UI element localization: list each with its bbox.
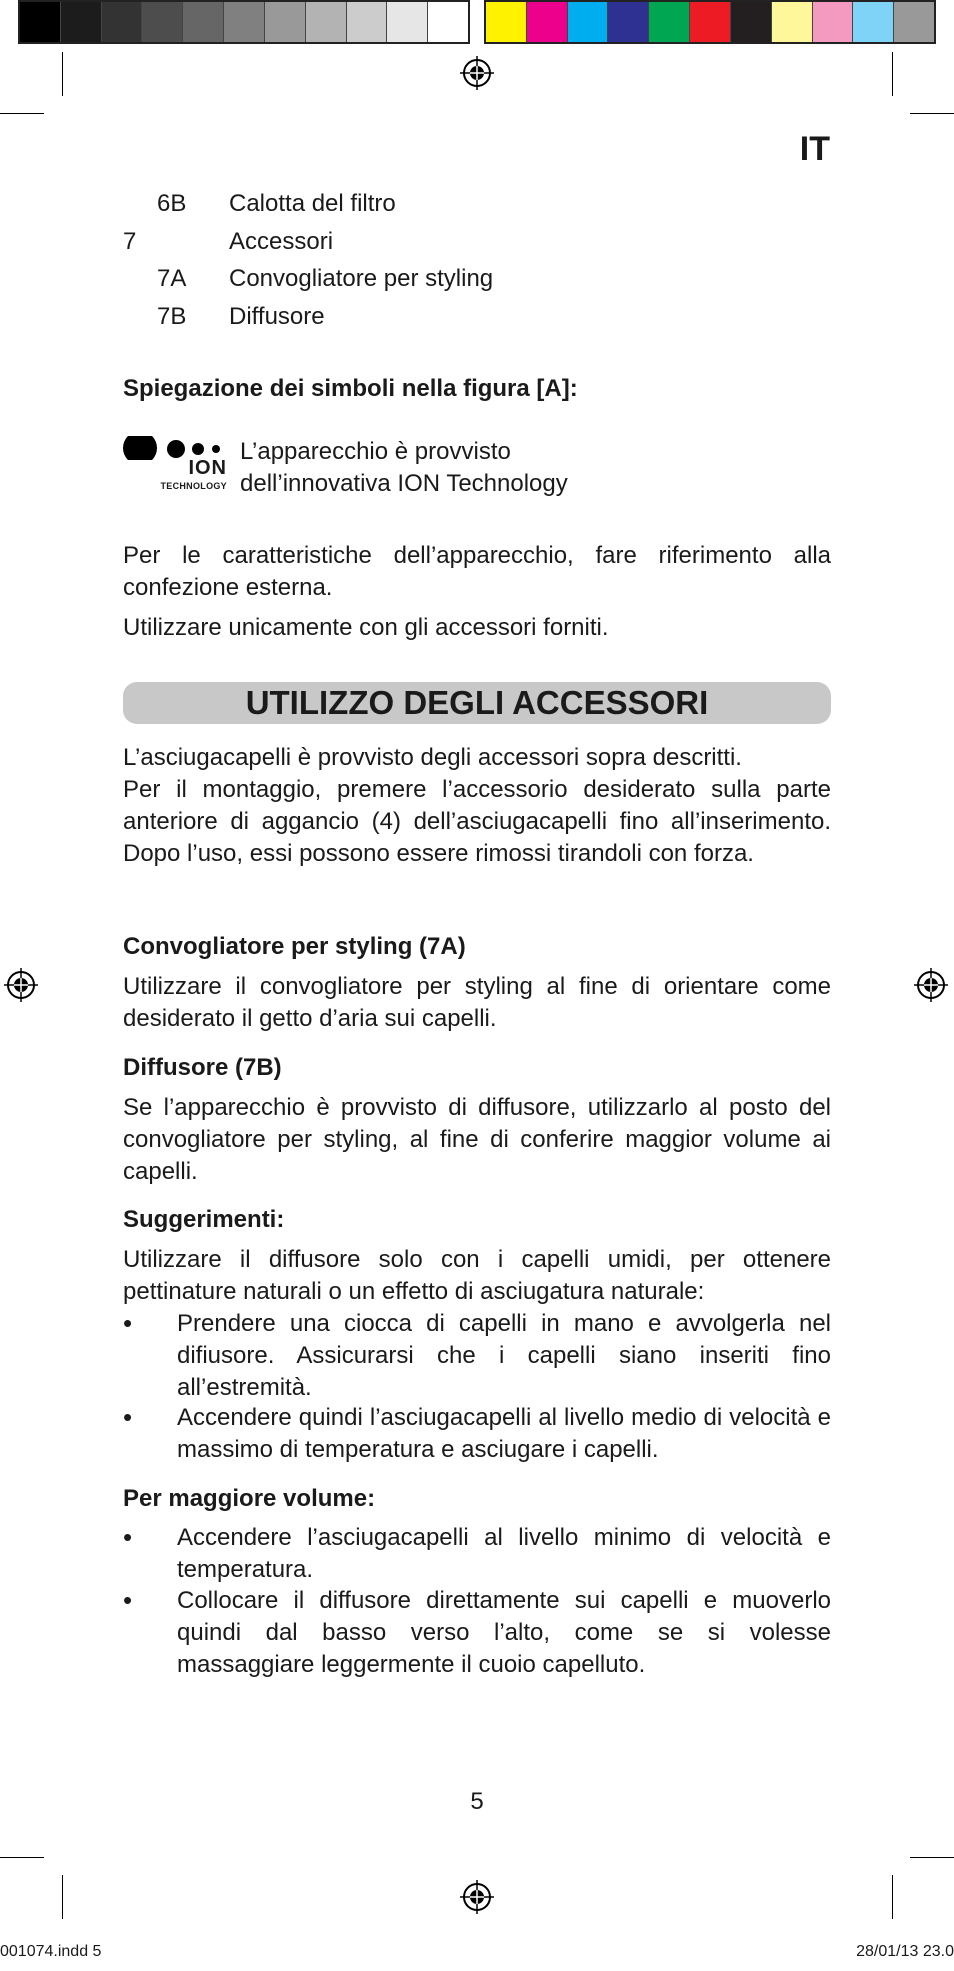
tips-bullet-2 (123, 1402, 831, 1466)
crop-mark-top-left (62, 52, 63, 96)
crop-mark-bottom-right-h (910, 1857, 954, 1858)
volume-bullet-1 (123, 1522, 831, 1586)
gray-swatch-6 (224, 2, 265, 42)
gray-swatch-2 (61, 2, 102, 42)
crop-mark-top-right-h (910, 113, 954, 114)
gray-swatch-1 (20, 2, 61, 42)
tips-heading: Suggerimenti: (123, 1206, 285, 1233)
footer-date: 28/01/13 23.0 (856, 1943, 954, 1960)
ion-technology-logo (123, 436, 227, 496)
bullet-text: Prendere una ciocca di capelli in mano e avvolgerla nel difiusore. Assicurarsi che i capelli siano inseriti fino all’estremità. (177, 1310, 831, 1401)
parts-list-item-7a (123, 263, 623, 295)
part-label: Calotta del filtro (229, 190, 396, 217)
bullet-icon: • (123, 1308, 133, 1338)
gray-swatch-7 (265, 2, 306, 42)
section-paragraph-2: Per il montaggio, premere l’accessorio desiderato sulla parte anteriore di aggancio (4) dell’asciugacapelli fino all’inserimento. Dopo l’uso, essi possono essere rimossi tirandoli con forza. (123, 776, 831, 867)
parts-list-item-6b (123, 188, 623, 220)
footer-file-name: 001074.indd 5 (0, 1943, 102, 1960)
part-label: Accessori (229, 228, 334, 255)
diffuser-heading: Diffusore (7B) (123, 1054, 282, 1081)
styling-heading: Convogliatore per styling (7A) (123, 933, 466, 960)
gray-swatch-5 (183, 2, 224, 42)
color-swatch-11 (894, 2, 934, 42)
intro-paragraph-2: Utilizzare unicamente con gli accessori forniti. (123, 614, 609, 641)
part-code: 7B (157, 303, 187, 330)
color-swatch-3 (568, 2, 609, 42)
bullet-text: Collocare il diffusore direttamente sui capelli e muoverlo quindi dal basso verso l’alto, come se si volesse massaggiare leggermente il cuoio capelluto. (177, 1587, 831, 1678)
color-swatch-6 (690, 2, 731, 42)
bullet-text: Accendere l’asciugacapelli al livello minimo di velocità e temperatura. (177, 1524, 831, 1583)
crop-mark-bottom-left-h (0, 1857, 44, 1858)
crop-mark-top-left-h (0, 113, 44, 114)
page-number: 5 (470, 1788, 484, 1815)
bullet-icon: • (123, 1522, 133, 1552)
part-code: 6B (157, 190, 187, 217)
bullet-text: Accendere quindi l’asciugacapelli al livello medio di velocità e massimo di temperatura e asciugare i capelli. (177, 1404, 831, 1463)
registration-mark-right-icon (914, 968, 948, 1002)
color-calibration-bar (484, 0, 936, 44)
part-code: 7A (157, 265, 187, 292)
color-swatch-1 (486, 2, 527, 42)
crop-mark-bottom-right (892, 1875, 893, 1919)
parts-list-item-7b (123, 301, 623, 333)
gray-swatch-3 (102, 2, 143, 42)
volume-heading: Per maggiore volume: (123, 1485, 376, 1512)
color-swatch-4 (608, 2, 649, 42)
parts-list-item-7 (123, 226, 623, 258)
ion-description-line-1: L’apparecchio è provvisto (240, 438, 511, 465)
ion-description-line-2: dell’innovativa ION Technology (240, 470, 568, 497)
gray-swatch-8 (306, 2, 347, 42)
registration-mark-bottom-icon (460, 1880, 494, 1914)
crop-mark-top-right (892, 52, 893, 96)
ion-logo-subtext: TECHNOLOGY (160, 481, 227, 491)
symbols-heading: Spiegazione dei simboli nella figura [A]: (123, 375, 578, 402)
part-label: Convogliatore per styling (229, 265, 494, 292)
bullet-icon: • (123, 1585, 133, 1615)
styling-text: Utilizzare il convogliatore per styling al fine di orientare come desiderato il getto d’aria sui capelli. (123, 973, 831, 1032)
color-swatch-8 (772, 2, 813, 42)
tips-text: Utilizzare il diffusore solo con i capelli umidi, per ottenere pettinature naturali o un effetto di asciugatura naturale: (123, 1246, 831, 1305)
language-code: IT (799, 130, 830, 168)
tips-bullet-1 (123, 1308, 831, 1404)
part-label: Diffusore (229, 303, 325, 330)
bullet-icon: • (123, 1402, 133, 1432)
color-swatch-2 (527, 2, 568, 42)
gray-swatch-4 (142, 2, 183, 42)
registration-mark-top-icon (460, 56, 494, 90)
gray-swatch-11 (428, 2, 468, 42)
gray-swatch-10 (387, 2, 428, 42)
gray-swatch-9 (347, 2, 388, 42)
section-title: UTILIZZO DEGLI ACCESSORI (123, 682, 831, 724)
section-paragraph-1: L’asciugacapelli è provvisto degli accessori sopra descritti. (123, 744, 742, 771)
color-swatch-9 (813, 2, 854, 42)
grayscale-calibration-bar (18, 0, 470, 44)
volume-bullet-2 (123, 1585, 831, 1681)
color-swatch-7 (731, 2, 772, 42)
intro-paragraph-1: Per le caratteristiche dell’apparecchio, fare riferimento alla confezione esterna. (123, 542, 831, 601)
part-code: 7 (123, 228, 137, 255)
crop-mark-bottom-left (62, 1875, 63, 1919)
diffuser-text: Se l’apparecchio è provvisto di diffusore, utilizzarlo al posto del convogliatore per styling, al fine di conferire maggior volume ai capelli. (123, 1094, 831, 1185)
ion-logo-text: ION (188, 457, 227, 479)
color-swatch-10 (853, 2, 894, 42)
color-swatch-5 (649, 2, 690, 42)
registration-mark-left-icon (4, 968, 38, 1002)
